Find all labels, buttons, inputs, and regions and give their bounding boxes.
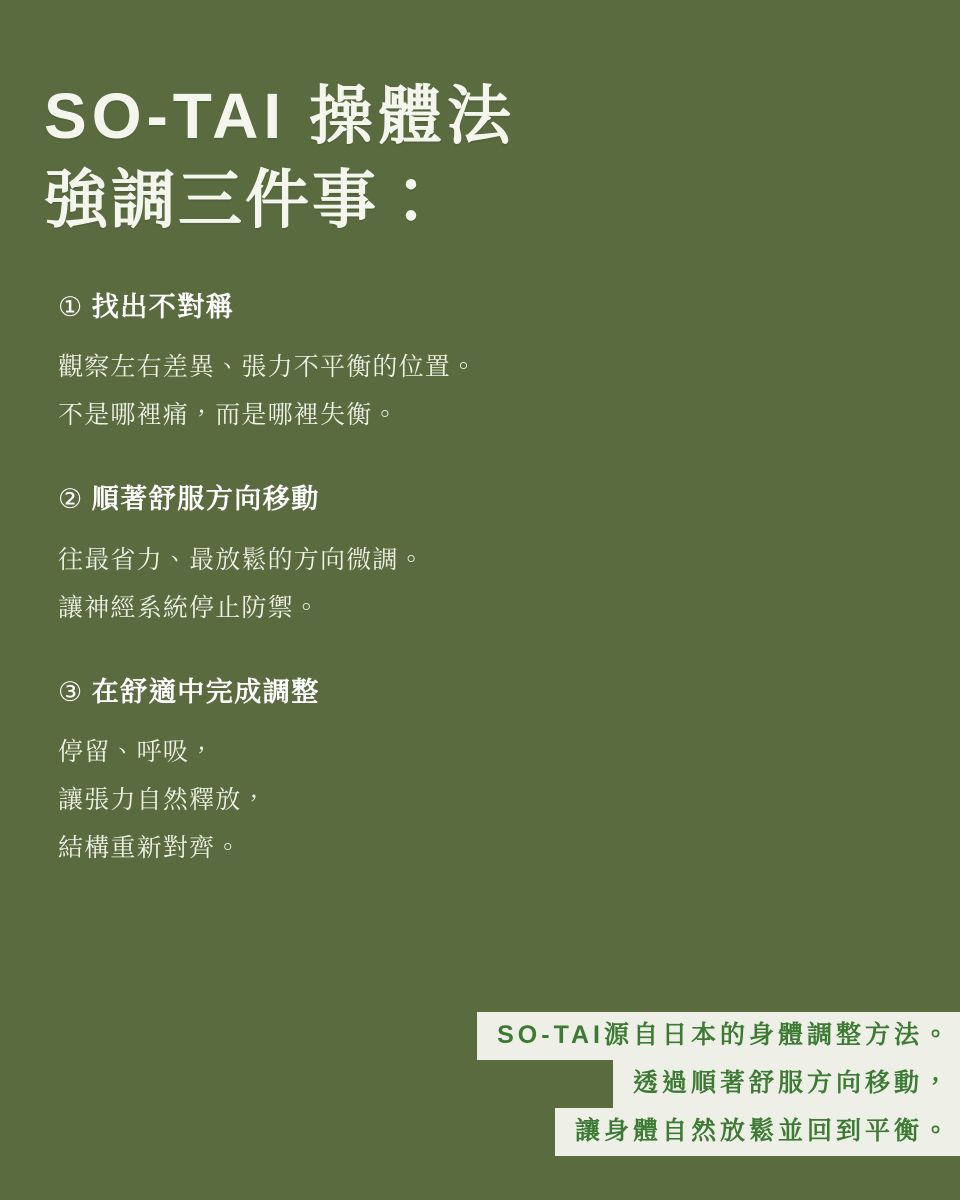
section-heading xyxy=(58,287,916,328)
section-body-line: 觀察左右差異、張力不平衡的位置。 xyxy=(58,353,478,382)
section-heading xyxy=(58,479,916,520)
footnote-line-1: SO-TAI源自日本的身體調整方法。 xyxy=(477,1012,960,1060)
footnote-line-2: 透過順著舒服方向移動， xyxy=(613,1060,960,1108)
footnote-line-3: 讓身體自然放鬆並回到平衡。 xyxy=(555,1108,960,1156)
section-body-line: 讓神經系統停止防禦。 xyxy=(58,593,321,622)
section-number: ③ xyxy=(58,676,84,707)
section-heading-text: 找出不對稱 xyxy=(91,291,235,322)
section-number: ① xyxy=(58,291,84,322)
section-heading-text: 順著舒服方向移動 xyxy=(91,484,320,515)
footnote-block xyxy=(0,1012,960,1156)
section-body-line: 不是哪裡痛，而是哪裡失衡。 xyxy=(58,401,399,430)
section-heading-text: 在舒適中完成調整 xyxy=(91,676,320,707)
title-line-2: 強調三件事： xyxy=(44,164,446,237)
section-body-line: 讓張力自然釋放， xyxy=(58,786,268,815)
section-body-line: 停留、呼吸， xyxy=(58,738,216,767)
section-item xyxy=(58,672,916,873)
section-body-line: 結構重新對齊。 xyxy=(58,834,242,863)
section-item xyxy=(58,479,916,632)
section-item xyxy=(58,287,916,440)
page-title xyxy=(44,74,916,243)
section-heading xyxy=(58,672,916,713)
section-number: ② xyxy=(58,484,84,515)
title-line-1: SO-TAI 操體法 xyxy=(44,80,516,152)
section-body-line: 往最省力、最放鬆的方向微調。 xyxy=(58,545,425,574)
section-list xyxy=(44,287,916,873)
